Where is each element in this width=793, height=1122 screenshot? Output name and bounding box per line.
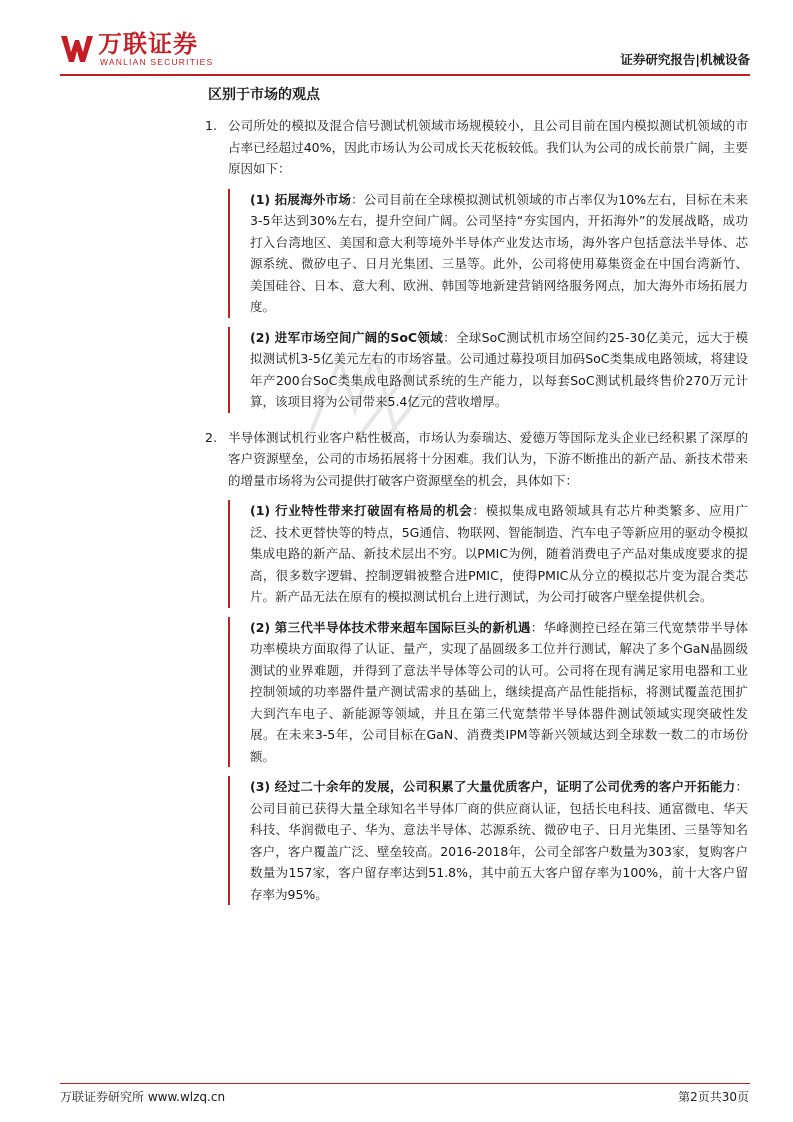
- wanlian-logo-icon: [60, 34, 94, 64]
- sub-point-soc-field: [228, 327, 748, 413]
- sub-point-body: ：全球SoC测试机市场空间约25-30亿美元，远大于模拟测试机3-5亿美元左右的市场容量。公司通过募投项目加码SoC类集成电路领域，将建设年产200台SoC类集成电路测试系统的生产能力，以每套SoC测试机最终售价270万元计算，该项目将为公司带来5.4亿元的营收增厚。: [250, 329, 748, 409]
- sub-point-text: [250, 500, 748, 608]
- point-number: 2.: [205, 429, 217, 445]
- sub-point-overseas-market: [228, 189, 748, 318]
- footer-source: 万联证券研究所 www.wlzq.cn: [60, 1090, 226, 1104]
- company-logo: [60, 30, 240, 70]
- sub-point-text: [250, 617, 748, 768]
- sub-point-heading: (3) 经过二十余年的发展，公司积累了大量优质客户，证明了公司优秀的客户开拓能力: [250, 779, 736, 794]
- sub-point-text: [250, 327, 748, 413]
- point-intro: 公司所处的模拟及混合信号测试机领域市场规模较小，且公司目前在国内模拟测试机领域的市占率已经超过40%，因此市场认为公司成长天花板较低。我们认为公司的成长前景广阔，主要原因如下：: [228, 118, 748, 176]
- logo-chinese-text: 万联证券: [98, 30, 198, 58]
- footer-divider: [60, 1083, 750, 1084]
- sub-point-body: ：公司目前已获得大量全球知名半导体厂商的供应商认证，包括长电科技、通富微电、华天科技、华润微电子、华为、意法半导体、芯源系统、微矽电子、日月光集团、三垦等知名客户，客户覆盖广泛、壁垒较高。2016-2018年，公司全部客户数量为303家，复购客户数量为157家，客户留存率达到51.8%，其中前五大客户留存率为100%，前十大客户留存率为95%。: [250, 779, 748, 902]
- sub-point-heading: (1) 拓展海外市场: [250, 191, 352, 207]
- main-content: [205, 84, 748, 905]
- sub-point-third-gen-semiconductor: [228, 617, 748, 768]
- section-title: 区别于市场的观点: [208, 87, 320, 103]
- sub-point-body: ：模拟集成电路领域具有芯片种类繁多、应用广泛、技术更替快等的特点，5G通信、物联网、智能制造、汽车电子等新应用的驱动令模拟集成电路的新产品、新技术层出不穷。以PMIC为例，随着消费电子产品对集成度要求的提高，很多数字逻辑、控制逻辑被整合进PMIC，使得PMIC从分立的模拟芯片变为混合类芯片。新产品无法在原有的模拟测试机台上进行测试，为公司打破客户壁垒提供机会。: [250, 503, 748, 604]
- point-2: [205, 427, 748, 906]
- sub-point-text: [250, 776, 748, 905]
- point-intro: 半导体测试机行业客户粘性极高，市场认为泰瑞达、爱德万等国际龙头企业已经积累了深厚的客户资源壁垒，公司的市场拓展将十分困难。我们认为，下游不断推出的新产品、新技术带来的增量市场将为公司提供打破客户资源壁垒的机会，具体如下：: [228, 429, 748, 488]
- sub-point-heading: (2) 进军市场空间广阔的SoC领域: [250, 329, 444, 345]
- sub-point-text: [250, 189, 748, 318]
- sub-point-heading: (1) 行业特性带来打破固有格局的机会: [250, 503, 473, 518]
- sub-point-body: ：华峰测控已经在第三代宽禁带半导体功率模块方面取得了认证、量产，实现了晶圆级多工位并行测试，解决了多个GaN晶圆级测试的业界难题，并得到了意法半导体等公司的认可。公司将在现有满足家用电器和工业控制领域的功率器件量产测试需求的基础上，继续提高产品性能指标，将测试覆盖范围扩大到汽车电子、新能源等领域，并且在第三代宽禁带半导体器件测试领域实现突破性发展。在未来3-5年，公司目标在GaN、消费类IPM等新兴领域达到全球数一数二的市场份额。: [250, 619, 748, 764]
- sub-point-heading: (2) 第三代半导体技术带来超车国际巨头的新机遇: [250, 619, 531, 635]
- sub-point-body: ：公司目前在全球模拟测试机领域的市占率仅为10%左右，目标在未来3-5年达到30%左右，提升空间广阔。公司坚持“夯实国内，开拓海外”的发展战略，成功打入台湾地区、美国和意大利等境外半导体产业发达市场，海外客户包括意法半导体、芯源系统、微矽电子、日月光集团、三垦等。此外，公司将使用募集资金在中国台湾新竹、美国硅谷、日本、意大利、欧洲、韩国等地新建营销网络服务网点，加大海外市场拓展力度。: [250, 191, 748, 314]
- page-header: [60, 30, 750, 74]
- page-number: 第2页共30页: [678, 1090, 749, 1104]
- point-number: 1.: [205, 118, 217, 133]
- header-divider: [60, 74, 750, 76]
- point-1: [205, 115, 748, 413]
- logo-english-text: WANLIAN SECURITIES: [100, 57, 214, 67]
- report-type: 证券研究报告|机械设备: [620, 52, 750, 67]
- sub-point-customer-base: [228, 776, 748, 905]
- sub-point-industry-opportunity: [228, 500, 748, 608]
